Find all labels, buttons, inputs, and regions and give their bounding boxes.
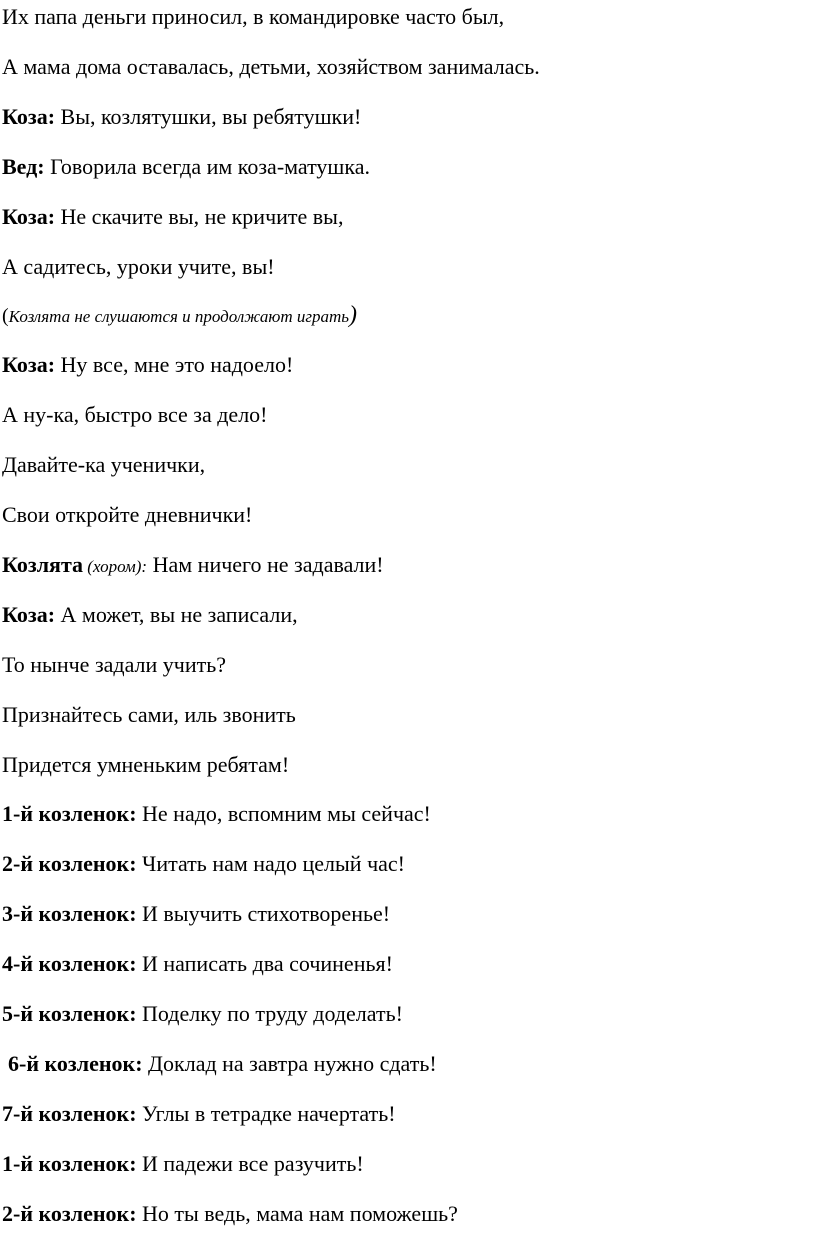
line-text: А мама дома оставалась, детьми, хозяйством занималась. bbox=[2, 54, 540, 79]
dialogue-line bbox=[8, 1051, 437, 1077]
line-text: Не скачите вы, не кричите вы, bbox=[55, 204, 344, 229]
line-text: Читать нам надо целый час! bbox=[136, 851, 405, 876]
line-text: Признайтесь сами, иль звонить bbox=[2, 702, 296, 727]
speaker-label: Коза: bbox=[2, 204, 56, 229]
line-text: Их папа деньги приносил, в командировке часто был, bbox=[2, 4, 505, 29]
dialogue-line bbox=[2, 1101, 396, 1127]
text-line bbox=[2, 652, 226, 678]
line-text: А садитесь, уроки учите, вы! bbox=[2, 254, 275, 279]
speaker-label: Козлята bbox=[2, 552, 84, 577]
line-text: То нынче задали учить? bbox=[2, 652, 227, 677]
speaker-label: 2-й козленок: bbox=[2, 851, 137, 876]
text-line bbox=[2, 402, 268, 428]
speaker-label: Коза: bbox=[2, 602, 56, 627]
text-line bbox=[2, 254, 275, 280]
line-text: Нам ничего не задавали! bbox=[147, 552, 384, 577]
speaker-label: 7-й козленок: bbox=[2, 1101, 137, 1126]
line-text: Но ты ведь, мама нам поможешь? bbox=[136, 1201, 458, 1226]
dialogue-line bbox=[2, 901, 390, 927]
text-line bbox=[2, 702, 296, 728]
stage-direction-text: Козлята не слушаются и продолжают играть bbox=[8, 307, 350, 326]
line-text: Давайте-ка ученички, bbox=[2, 452, 206, 477]
speaker-label: 3-й козленок: bbox=[2, 901, 137, 926]
stage-close-paren: ) bbox=[349, 302, 358, 328]
speaker-note: (хором): bbox=[83, 557, 148, 576]
line-text: Углы в тетрадке начертать! bbox=[136, 1101, 396, 1126]
speaker-label: 2-й козленок: bbox=[2, 1201, 137, 1226]
text-line bbox=[2, 54, 540, 80]
line-text: Доклад на завтра нужно сдать! bbox=[142, 1051, 437, 1076]
line-text: А может, вы не записали, bbox=[55, 602, 298, 627]
line-text: И падежи все разучить! bbox=[136, 1151, 364, 1176]
line-text: Придется умненьким ребятам! bbox=[2, 752, 290, 777]
speaker-label: Вед: bbox=[2, 154, 45, 179]
text-line bbox=[2, 452, 205, 478]
speaker-label: 5-й козленок: bbox=[2, 1001, 137, 1026]
speaker-label: 4-й козленок: bbox=[2, 951, 137, 976]
line-text: А ну-ка, быстро все за дело! bbox=[2, 402, 268, 427]
speaker-label: 1-й козленок: bbox=[2, 1151, 137, 1176]
line-text: И выучить стихотворенье! bbox=[136, 901, 391, 926]
line-text: Поделку по труду доделать! bbox=[136, 1001, 403, 1026]
dialogue-line bbox=[2, 204, 343, 230]
speaker-label: 1-й козленок: bbox=[2, 801, 137, 826]
dialogue-line bbox=[2, 352, 293, 378]
speaker-label: 6-й козленок: bbox=[8, 1051, 143, 1076]
dialogue-line bbox=[2, 602, 298, 628]
dialogue-line bbox=[2, 154, 370, 180]
line-text: Вы, козлятушки, вы ребятушки! bbox=[55, 104, 362, 129]
text-line bbox=[2, 502, 252, 528]
stage-direction bbox=[2, 302, 357, 330]
text-line bbox=[2, 752, 289, 778]
dialogue-line bbox=[2, 1151, 364, 1177]
text-line bbox=[2, 4, 504, 30]
stage-open-paren: ( bbox=[2, 305, 9, 327]
line-text: И написать два сочиненья! bbox=[136, 951, 393, 976]
dialogue-line bbox=[2, 801, 431, 827]
speaker-label: Коза: bbox=[2, 352, 56, 377]
line-text: Свои откройте дневнички! bbox=[2, 502, 253, 527]
dialogue-line bbox=[2, 104, 361, 130]
line-text: Говорила всегда им коза-матушка. bbox=[44, 154, 370, 179]
dialogue-line bbox=[2, 951, 393, 977]
speaker-label: Коза: bbox=[2, 104, 56, 129]
dialogue-line bbox=[2, 552, 384, 580]
dialogue-line bbox=[2, 1201, 458, 1227]
dialogue-line bbox=[2, 1001, 403, 1027]
line-text: Ну все, мне это надоело! bbox=[55, 352, 294, 377]
dialogue-line bbox=[2, 851, 405, 877]
line-text: Не надо, вспомним мы сейчас! bbox=[136, 801, 431, 826]
